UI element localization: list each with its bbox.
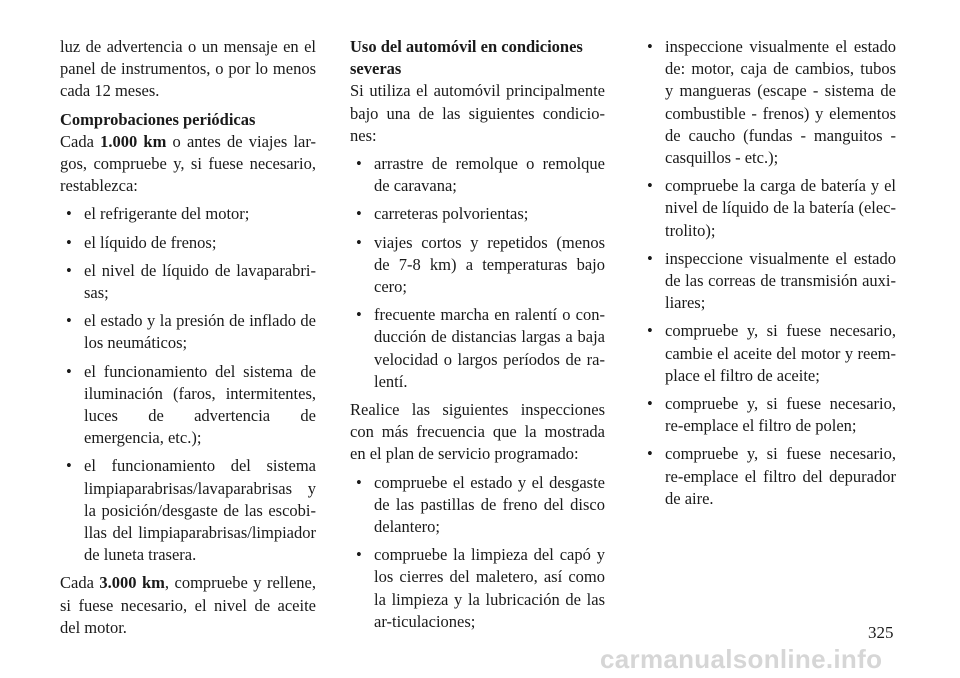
inspections-list-continued [641, 36, 896, 510]
list-item: • carreteras polvorientas; [350, 203, 605, 225]
severe-intro-paragraph: Si utiliza el automóvil principalmente bajo una de las siguientes condicio-nes: [350, 81, 605, 145]
distance-3000km: 3.000 km [99, 573, 165, 593]
every-3000km-paragraph [60, 572, 316, 639]
list-item: • inspeccione visualmente el estado de: motor, caja de cambios, tubos y mangueras (escape - sistema de combustible - frenos) y elementos de caucho (fundas - manguitos - casquillos - etc.); [641, 36, 896, 169]
list-item: • compruebe y, si fuese necesario, re-emplace el filtro de polen; [641, 393, 896, 437]
list-item: • compruebe la carga de batería y el nivel de líquido de la batería (elec-trolito); [641, 175, 896, 242]
list-item: • inspeccione visualmente el estado de las correas de transmisión auxi-liares; [641, 248, 896, 315]
column-left [60, 36, 316, 645]
intro-paragraph: luz de advertencia o un mensaje en el panel de instrumentos, o por lo menos cada 12 meses. [60, 37, 316, 101]
every-1000km-text: o antes de viajes lar-gos, compruebe y, si fuese necesario, restablezca: [60, 131, 317, 196]
list-item: • frecuente marcha en ralentí o con-ducción de distancias largas a baja velocidad o largos períodos de ra-lentí. [350, 304, 605, 393]
list-item: • arrastre de remolque o remolque de caravana; [350, 153, 605, 197]
inspections-list [350, 472, 605, 633]
periodic-check-list [60, 203, 316, 566]
list-item: • compruebe la limpieza del capó y los cierres del maletero, así como la limpieza y la lubricación de las ar-ticulaciones; [350, 544, 605, 633]
list-item: • compruebe y, si fuese necesario, re-emplace el filtro del depurador de aire. [641, 443, 896, 510]
section-heading-periodic-checks: Comprobaciones periódicas [60, 109, 256, 129]
list-item: • compruebe el estado y el desgaste de las pastillas de freno del disco delantero; [350, 472, 605, 539]
list-item: • el funcionamiento del sistema limpiaparabrisas/lavaparabrisas y la posición/desgaste de las escobi-llas del limpiaparabrisas/limpiador de luneta trasera. [60, 455, 316, 566]
every-1000km-prefix: Cada [60, 131, 101, 151]
every-3000km-text: , compruebe y rellene, si fuese necesario, el nivel de aceite del motor. [60, 573, 317, 637]
list-item: • el refrigerante del motor; [60, 203, 316, 225]
section-heading-severe-conditions: Uso del automóvil en condiciones severas [350, 37, 583, 79]
severe-conditions-list [350, 153, 605, 393]
list-item: • viajes cortos y repetidos (menos de 7-8 km) a temperaturas bajo cero; [350, 232, 605, 299]
every-3000km-prefix: Cada [60, 573, 100, 593]
watermark-logo: carmanualsonline.info [600, 644, 883, 674]
column-middle [350, 36, 605, 639]
column-right [641, 36, 896, 516]
list-item: • el funcionamiento del sistema de iluminación (faros, intermitentes, luces de advertencia de emergencia, etc.); [60, 361, 316, 450]
list-item: • compruebe y, si fuese necesario, cambie el aceite del motor y reem-place el filtro de aceite; [641, 320, 896, 387]
distance-1000km: 1.000 km [100, 131, 167, 151]
list-item: • el estado y la presión de inflado de los neumáticos; [60, 310, 316, 354]
list-item: • el nivel de líquido de lavaparabri-sas; [60, 260, 316, 304]
list-item: • el líquido de frenos; [60, 232, 316, 254]
every-1000km-paragraph [60, 131, 316, 198]
inspections-paragraph: Realice las siguientes inspecciones con más frecuencia que la mostrada en el plan de servicio programado: [350, 400, 605, 464]
page-number: 325 [868, 623, 894, 642]
